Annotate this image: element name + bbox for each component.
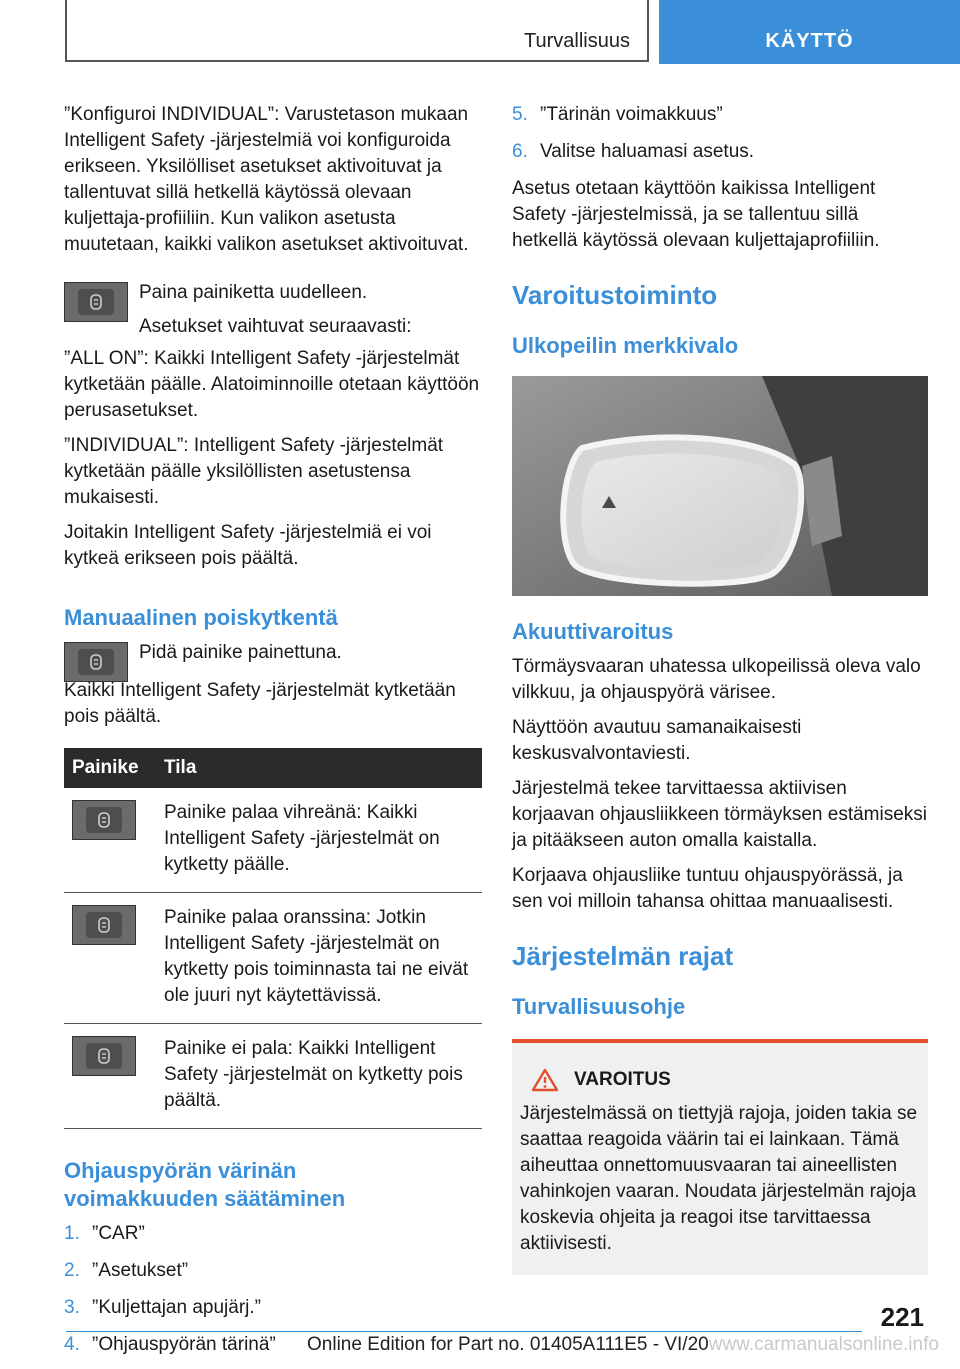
acute-warning-heading: Akuuttivaroitus (512, 619, 674, 644)
intelligent-safety-button-image (64, 282, 128, 322)
mirror-light-heading: Ulkopeilin merkkivalo (512, 333, 739, 358)
table-header-state: Tila (156, 748, 482, 788)
list-item: 1. ”CAR” (64, 1223, 145, 1244)
warning-function-heading: Varoitustoiminto (512, 280, 718, 310)
list-item: 5. ”Tärinän voimakkuus” (512, 104, 723, 125)
button-orange-image (72, 905, 136, 945)
list-item: 2. ”Asetukset” (64, 1260, 189, 1281)
settings-change-text: Asetukset vaihtuvat seuraavasti: (139, 316, 412, 337)
table-cell-state: Painike palaa oranssina: Jotkin Intelligent Safety -järjestelmät on kytketty pois toiminnasta tai ne eivät ole juuri nyt käytettävissä. (156, 893, 482, 1024)
warning-icon (532, 1068, 558, 1092)
table-row (64, 788, 482, 893)
warning-text: Järjestelmässä on tiettyjä rajoja, joiden takia se saattaa reagoida väärin tai ei lainkaan. Tämä aiheuttaa onnettomuusvaaran tai aineellisten vahinkojen vaaran. Noudata järjestelmän rajoja koskevia ohjeita ja reagoi itse tarvittaessa aktiivisesti. (520, 1103, 918, 1254)
applied-paragraph: Asetus otetaan käyttöön kaikissa Intelligent Safety -järjestelmissä, ja se tallentuu sillä hetkellä käytössä olevaan kuljettajaprofiiliin. (512, 178, 880, 251)
individual-paragraph: ”INDIVIDUAL”: Intelligent Safety -järjestelmät kytketään päälle yksilöllisten asetustensa mukaisesti. (64, 435, 444, 508)
table-cell-state: Painike palaa vihreänä: Kaikki Intelligent Safety -järjestelmät on kytketty päälle. (156, 788, 482, 893)
press-again-row (64, 280, 482, 340)
button-off-image (72, 1036, 136, 1076)
intelligent-safety-icon (95, 916, 113, 934)
acute-paragraph-4: Korjaava ohjausliike tuntuu ohjauspyörässä, ja sen voi milloin tahansa ohittaa manuaalisesti. (512, 865, 903, 912)
edition-text: Online Edition for Part no. 01405A111E5 - VI/20 (307, 1334, 709, 1355)
vibration-heading: Ohjauspyörän värinän voimakkuuden säätäminen (64, 1158, 346, 1211)
chapter-tab-label: KÄYTTÖ (765, 30, 854, 52)
intelligent-safety-icon (95, 1047, 113, 1065)
section-title: Turvallisuus (524, 30, 630, 52)
side-mirror-illustration (512, 376, 928, 596)
intelligent-safety-button-image (64, 642, 128, 682)
table-header-button: Painike (64, 748, 156, 788)
right-column (512, 102, 928, 1275)
list-item: 6. Valitse haluamasi asetus. (512, 141, 755, 162)
list-item: 4. ”Ohjauspyörän tärinä” (64, 1334, 276, 1355)
press-again-text: Paina painiketta uudelleen. (139, 282, 368, 303)
all-off-paragraph: Kaikki Intelligent Safety -järjestelmät kytketään pois päältä. (64, 680, 456, 727)
warning-box (512, 1039, 928, 1275)
intelligent-safety-icon (87, 653, 105, 671)
page-number: 221 (880, 1302, 924, 1332)
safety-note-heading: Turvallisuusohje (512, 994, 686, 1019)
table-row (64, 893, 482, 1024)
acute-paragraph-3: Järjestelmä tekee tarvittaessa aktiivisen korjaavan ohjausliikkeen törmäyksen estämiseksi ja pitääkseen auton omalla kaistalla. (512, 778, 928, 851)
footer-edition (307, 1334, 939, 1356)
hold-button-text: Pidä painike painettuna. (139, 642, 342, 663)
system-limits-heading: Järjestelmän rajat (512, 941, 734, 971)
chapter-tab[interactable] (659, 0, 960, 64)
intelligent-safety-icon (87, 293, 105, 311)
acute-paragraph-1: Törmäysvaaran uhatessa ulkopeilissä oleva valo vilkkuu, ja ohjauspyörä värisee. (512, 656, 921, 703)
steps-list-right (512, 102, 928, 165)
warning-title-row (532, 1067, 920, 1093)
intro-paragraph: ”Konfiguroi INDIVIDUAL”: Varustetason mukaan Intelligent Safety -järjestelmiä voi konfiguroida erikseen. Yksilölliset asetukset aktivoituvat ja tallentuvat sillä hetkellä käytössä olevaan kuljettaja-profiiliin. Kun valikon asetusta muutetaan, kaikki valikon asetukset aktivoituvat. (64, 104, 469, 255)
footer-rule (66, 1331, 862, 1332)
hold-button-row (64, 640, 482, 682)
table-row (64, 1024, 482, 1129)
acute-paragraph-2: Näyttöön avautuu samanaikaisesti keskusvalvontaviesti. (512, 717, 802, 764)
left-column (64, 102, 482, 1369)
watermark-text: www.carmanualsonline.info (708, 1334, 939, 1355)
all-on-paragraph: ”ALL ON”: Kaikki Intelligent Safety -järjestelmät kytketään päälle. Alatoiminnoille otetaan käyttöön perusasetukset. (64, 348, 480, 421)
intelligent-safety-icon (95, 811, 113, 829)
button-green-image (72, 800, 136, 840)
warning-title: VAROITUS (574, 1069, 671, 1090)
list-item: 3. ”Kuljettajan apujärj.” (64, 1297, 261, 1318)
table-cell-state: Painike ei pala: Kaikki Intelligent Safety -järjestelmät on kytketty pois päältä. (156, 1024, 482, 1129)
manual-switch-off-heading: Manuaalinen poiskytkentä (64, 605, 338, 630)
button-status-table (64, 748, 482, 1129)
some-cannot-paragraph: Joitakin Intelligent Safety -järjestelmiä ei voi kytkeä erikseen pois päältä. (64, 522, 432, 569)
